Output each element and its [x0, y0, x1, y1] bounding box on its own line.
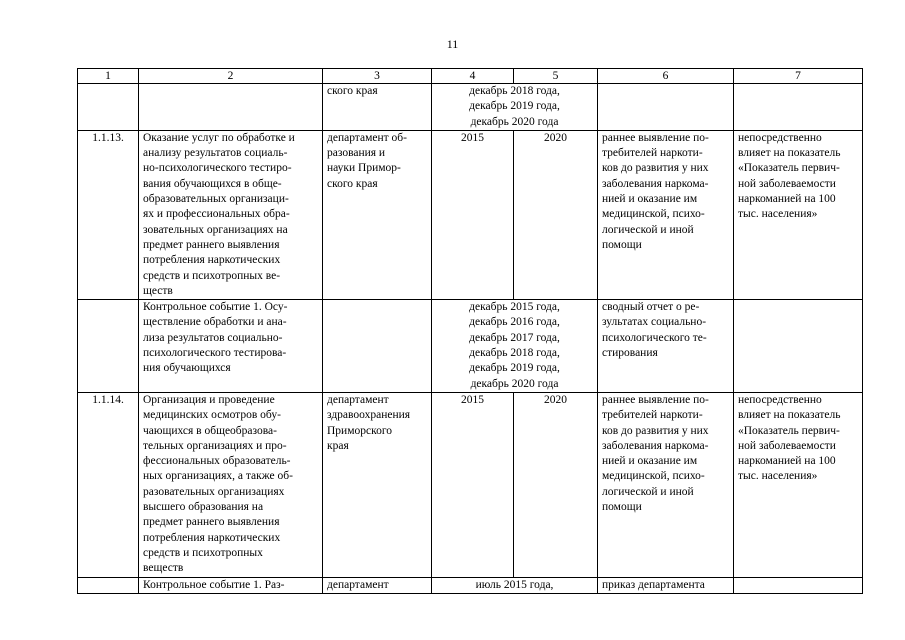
description-cell [139, 300, 323, 393]
start-year: 2015 [432, 392, 514, 577]
result-line: помощи [602, 501, 642, 514]
date-line: декабрь 2019 года, [469, 100, 560, 113]
header-row [78, 69, 863, 84]
dates-cell [432, 300, 598, 393]
executor-line: департамент об- [327, 131, 407, 144]
link-line: влияет на показатель [738, 409, 841, 422]
row-id [78, 577, 139, 593]
col-header: 5 [514, 69, 598, 84]
executor-line: ского края [327, 85, 378, 97]
result-cell [598, 84, 734, 131]
table-row [78, 392, 863, 577]
description-line: медицинских осмотров обу- [143, 409, 281, 422]
table-row [78, 84, 863, 131]
executor-line: разования и [327, 147, 386, 160]
row-id [78, 84, 139, 131]
executor-cell [323, 300, 432, 393]
end-year: 2020 [514, 130, 598, 299]
description-line: тельных организациях и про- [143, 439, 287, 452]
description-line: ния обучающихся [143, 362, 231, 375]
link-line: влияет на показатель [738, 147, 841, 160]
result-line: раннее выявление по- [602, 393, 709, 406]
result-line: медицинской, психо- [602, 470, 705, 483]
executor-line: науки Примор- [327, 162, 401, 175]
date-line: декабрь 2020 года [470, 377, 559, 390]
description-cell [139, 577, 323, 593]
description-line: средств и психотропных ве- [143, 269, 281, 282]
description-line: ществление обработки и ана- [143, 316, 287, 329]
link-line: наркоманией на 100 [738, 193, 836, 206]
date-line: декабрь 2018 года, [469, 85, 560, 97]
result-line: приказ департамента [602, 578, 705, 591]
executor-cell [323, 392, 432, 577]
end-year: 2020 [514, 392, 598, 577]
col-header: 3 [323, 69, 432, 84]
result-line: психологического те- [602, 331, 707, 344]
executor-cell [323, 84, 432, 131]
row-id: 1.1.14. [78, 392, 139, 577]
description-line: потребления наркотических [143, 531, 281, 544]
page-number: 11 [446, 37, 459, 51]
result-line: логической и иной [602, 485, 694, 498]
result-line: ков до развития у них [602, 424, 709, 437]
link-line: тыс. населения» [738, 208, 818, 221]
date-line: декабрь 2020 года [470, 115, 559, 128]
result-line: сводный отчет о ре- [602, 301, 700, 314]
result-line: ков до развития у них [602, 162, 709, 175]
col-header: 6 [598, 69, 734, 84]
row-id [78, 300, 139, 393]
result-line: логической и иной [602, 223, 694, 236]
link-line: непосредственно [738, 131, 822, 144]
table-row [78, 300, 863, 393]
result-line: заболевания наркома- [602, 439, 709, 452]
link-cell [734, 577, 863, 593]
description-line: Организация и проведение [143, 393, 275, 406]
result-cell [598, 577, 734, 593]
executor-line: Приморского [327, 424, 393, 437]
result-line: зультатах социально- [602, 316, 707, 329]
date-line: декабрь 2015 года, [469, 301, 560, 314]
result-line: помощи [602, 238, 642, 251]
result-cell [598, 392, 734, 577]
description-line: Контрольное событие 1. Осу- [143, 301, 288, 314]
link-cell [734, 84, 863, 131]
description-line: средств и психотропных [143, 546, 263, 559]
link-line: «Показатель первич- [738, 424, 840, 437]
description-line: психологического тестирова- [143, 347, 287, 360]
description-line: зовательных организациях на [143, 223, 288, 236]
link-line: ной заболеваемости [738, 439, 836, 452]
col-header: 2 [139, 69, 323, 84]
link-line: «Показатель первич- [738, 162, 840, 175]
executor-line: ского края [327, 177, 378, 190]
start-year: 2015 [432, 130, 514, 299]
description-line: предмет раннего выявления [143, 516, 280, 529]
result-line: требителей наркоти- [602, 147, 703, 160]
description-line: веществ [143, 562, 184, 575]
description-line: ных организациях, а также об- [143, 470, 293, 483]
description-cell [139, 130, 323, 299]
executor-line: здравоохранения [327, 409, 411, 422]
executor-cell [323, 130, 432, 299]
description-line: но-психологического тестиро- [143, 162, 292, 175]
date-line: декабрь 2018 года, [469, 347, 560, 360]
row-id: 1.1.13. [78, 130, 139, 299]
description-line: Контрольное событие 1. Раз- [143, 578, 285, 591]
result-cell [598, 300, 734, 393]
description-line: высшего образования на [143, 501, 264, 514]
result-line: требителей наркоти- [602, 409, 703, 422]
link-line: ной заболеваемости [738, 177, 836, 190]
col-header: 1 [78, 69, 139, 84]
link-cell [734, 130, 863, 299]
program-table [77, 68, 863, 594]
result-line: нией и оказание им [602, 193, 698, 206]
table-row [78, 577, 863, 593]
result-line: медицинской, психо- [602, 208, 705, 221]
executor-line: департамент [327, 578, 389, 591]
description-line: разовательных организациях [143, 485, 285, 498]
description-line: потребления наркотических [143, 254, 281, 267]
description-line: предмет раннего выявления [143, 238, 280, 251]
executor-line: края [327, 439, 349, 452]
date-line: декабрь 2016 года, [469, 316, 560, 329]
description-line: ях и профессиональных обра- [143, 208, 290, 221]
date-line: июль 2015 года, [475, 578, 554, 591]
executor-cell [323, 577, 432, 593]
result-cell [598, 130, 734, 299]
link-line: наркоманией на 100 [738, 455, 836, 468]
description-line: чающихся в общеобразова- [143, 424, 277, 437]
description-cell [139, 84, 323, 131]
description-line: Оказание услуг по обработке и [143, 131, 295, 144]
description-cell [139, 392, 323, 577]
date-line: декабрь 2019 года, [469, 362, 560, 375]
link-line: непосредственно [738, 393, 822, 406]
dates-cell [432, 84, 598, 131]
dates-cell [432, 577, 598, 593]
description-line: фессиональных образователь- [143, 455, 291, 468]
description-line: лиза результатов социально- [143, 331, 283, 344]
description-line: анализу результатов социаль- [143, 147, 288, 160]
date-line: декабрь 2017 года, [469, 331, 560, 344]
description-line: вания обучающихся в обще- [143, 177, 282, 190]
executor-line: департамент [327, 393, 389, 406]
result-line: заболевания наркома- [602, 177, 709, 190]
col-header: 4 [432, 69, 514, 84]
result-line: стирования [602, 347, 658, 360]
link-line: тыс. населения» [738, 470, 818, 483]
description-line: образовательных организаци- [143, 193, 289, 206]
link-cell [734, 300, 863, 393]
link-cell [734, 392, 863, 577]
result-line: нией и оказание им [602, 455, 698, 468]
result-line: раннее выявление по- [602, 131, 709, 144]
table-row [78, 130, 863, 299]
description-line: ществ [143, 284, 173, 297]
col-header: 7 [734, 69, 863, 84]
